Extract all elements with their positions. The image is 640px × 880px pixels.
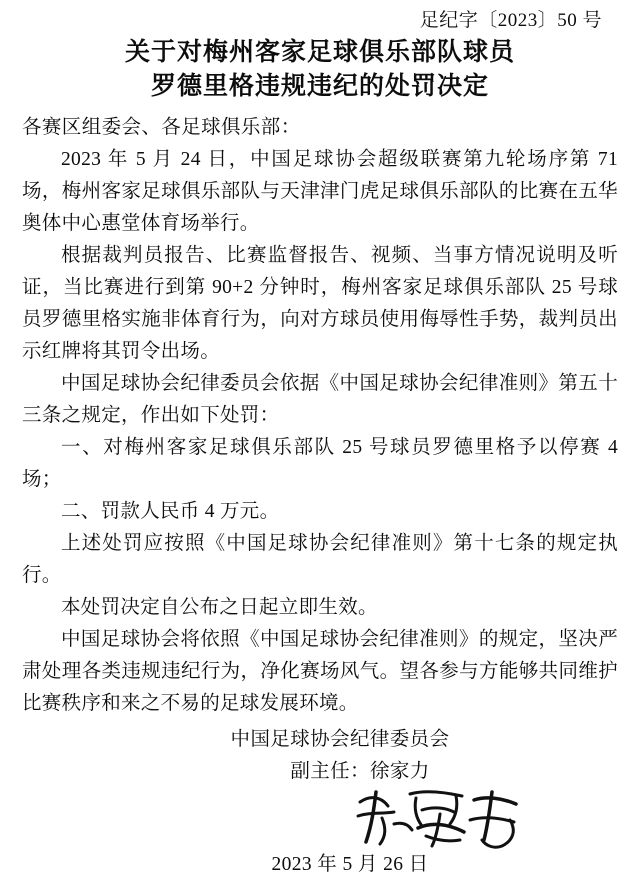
paragraph-effective-clause: 本处罚决定自公布之日起立即生效。 [61,597,378,618]
paragraph-closing-statement: 中国足球协会将依照《中国足球协会纪律准则》的规定，坚决严肃处理各类违规违纪行为，净化赛场风气。望各参与方能够共同维护比赛秩序和来之不易的足球发展环境。 [22,629,618,714]
handwritten-signature [22,788,618,850]
signature-person: 副主任：徐家力 [290,761,430,782]
signature-date: 2023 年 5 月 26 日 [271,854,429,875]
title-line-2: 罗德里格违规违纪的处罚决定 [150,73,489,100]
title-line-1: 关于对梅州客家足球俱乐部队球员 [124,39,515,66]
paragraph-legal-basis: 中国足球协会纪律委员会依据《中国足球协会纪律准则》第五十三条之规定，作出如下处罚： [22,373,618,426]
paragraph-penalty-item-1: 一、对梅州客家足球俱乐部队 25 号球员罗德里格予以停赛 4 场； [22,437,618,490]
paragraph-penalty-item-2: 二、罚款人民币 4 万元。 [61,501,280,522]
salutation: 各赛区组委会、各足球俱乐部： [22,117,301,138]
document-number: 足纪字〔2023〕50 号 [419,10,602,31]
paragraph-match-info: 2023 年 5 月 24 日，中国足球协会超级联赛第九轮场序第 71 场，梅州客家足球俱乐部队与天津津门虎足球俱乐部队的比赛在五华奥体中心惠堂体育场举行。 [22,149,618,234]
paragraph-incident-description: 根据裁判员报告、比赛监督报告、视频、当事方情况说明及听证，当比赛进行到第 90+2 分钟时，梅州客家足球俱乐部队 25 号球员罗德里格实施非体育行为，向对方球员使用侮辱性手势，裁判员出示红牌将其罚令出场。 [22,245,618,362]
signature-block [22,724,618,880]
signature-organization: 中国足球协会纪律委员会 [230,729,450,750]
paragraph-execution-clause: 上述处罚应按照《中国足球协会纪律准则》第十七条的规定执行。 [22,533,618,586]
page-title [22,36,618,104]
